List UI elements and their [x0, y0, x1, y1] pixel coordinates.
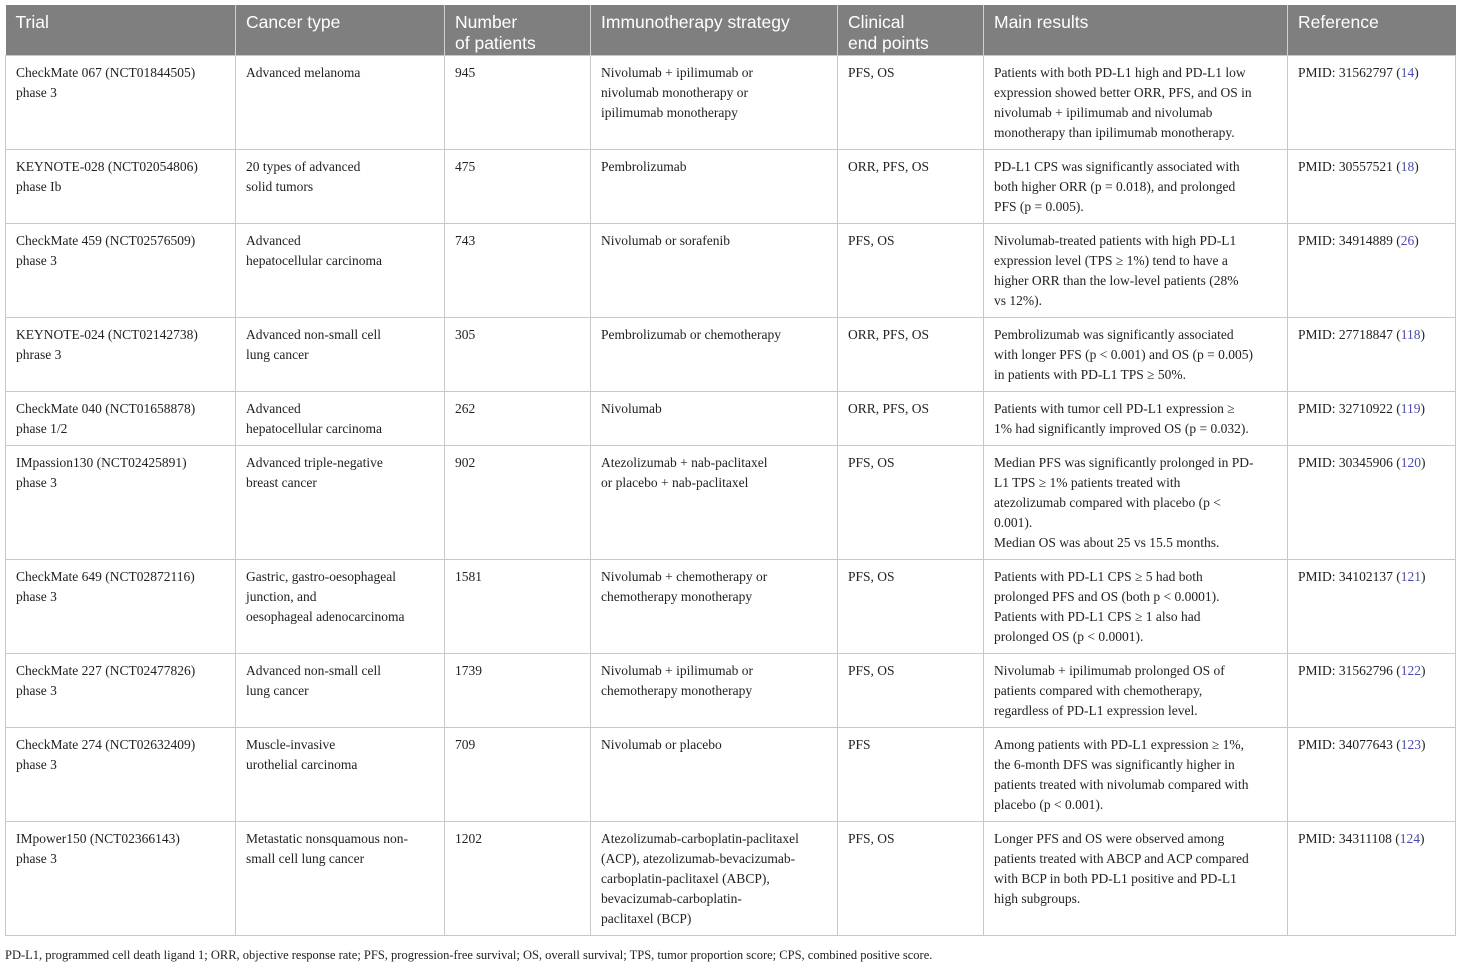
reference-close-paren: )	[1414, 158, 1419, 174]
reference-citation-link[interactable]: 120	[1400, 454, 1422, 470]
strategy-cell: Nivolumab + ipilimumab or chemotherapy monotherapy	[591, 653, 838, 727]
strategy-cell: Atezolizumab-carboplatin-paclitaxel (ACP), atezolizumab-bevacizumab- carboplatin-paclitaxel (ABCP), bevacizumab-carboplatin- paclitaxel (BCP)	[591, 821, 838, 935]
reference-close-paren: )	[1421, 662, 1426, 678]
table-row	[6, 317, 1456, 391]
patients-cell: 475	[445, 149, 591, 223]
reference-close-paren: )	[1421, 454, 1426, 470]
reference-cell	[1288, 391, 1456, 445]
trial-cell: IMpower150 (NCT02366143) phase 3	[6, 821, 236, 935]
strategy-cell: Pembrolizumab or chemotherapy	[591, 317, 838, 391]
end-points-cell: PFS, OS	[838, 653, 984, 727]
reference-pmid: PMID: 30345906 (	[1298, 454, 1401, 470]
table-row	[6, 821, 1456, 935]
col-header-clinical-end-points: Clinical end points	[838, 5, 984, 55]
patients-cell: 709	[445, 727, 591, 821]
reference-citation-link[interactable]: 123	[1400, 736, 1422, 752]
reference-pmid: PMID: 34077643 (	[1298, 736, 1401, 752]
cancer-type-cell: Advanced hepatocellular carcinoma	[236, 223, 445, 317]
main-results-cell: Nivolumab-treated patients with high PD-L1 expression level (TPS ≥ 1%) tend to have a higher ORR than the low-level patients (28% vs 12%).	[984, 223, 1288, 317]
main-results-cell: Longer PFS and OS were observed among patients treated with ABCP and ACP compared with BCP in both PD-L1 positive and PD-L1 high subgroups.	[984, 821, 1288, 935]
strategy-cell: Nivolumab or placebo	[591, 727, 838, 821]
trial-cell: CheckMate 459 (NCT02576509) phase 3	[6, 223, 236, 317]
cancer-type-cell: Gastric, gastro-oesophageal junction, and oesophageal adenocarcinoma	[236, 559, 445, 653]
reference-pmid: PMID: 31562797 (	[1298, 64, 1401, 80]
patients-cell: 1581	[445, 559, 591, 653]
end-points-cell: PFS, OS	[838, 559, 984, 653]
trial-cell: KEYNOTE-028 (NCT02054806) phase Ib	[6, 149, 236, 223]
strategy-cell: Nivolumab + ipilimumab or nivolumab monotherapy or ipilimumab monotherapy	[591, 55, 838, 149]
table-row	[6, 559, 1456, 653]
trial-cell: CheckMate 067 (NCT01844505) phase 3	[6, 55, 236, 149]
patients-cell: 1202	[445, 821, 591, 935]
reference-close-paren: )	[1421, 736, 1426, 752]
reference-citation-link[interactable]: 18	[1400, 158, 1415, 174]
reference-pmid: PMID: 34311108 (	[1298, 830, 1400, 846]
reference-citation-link[interactable]: 26	[1400, 232, 1415, 248]
reference-cell	[1288, 445, 1456, 559]
reference-citation-link[interactable]: 118	[1400, 326, 1421, 342]
col-header-number-of-patients: Number of patients	[445, 5, 591, 55]
main-results-cell: Patients with tumor cell PD-L1 expression ≥ 1% had significantly improved OS (p = 0.032).	[984, 391, 1288, 445]
patients-cell: 1739	[445, 653, 591, 727]
table-row	[6, 391, 1456, 445]
patients-cell: 743	[445, 223, 591, 317]
reference-pmid: PMID: 31562796 (	[1298, 662, 1401, 678]
patients-cell: 305	[445, 317, 591, 391]
main-results-cell: Patients with PD-L1 CPS ≥ 5 had both prolonged PFS and OS (both p < 0.0001). Patients with PD-L1 CPS ≥ 1 also had prolonged OS (p < 0.0001).	[984, 559, 1288, 653]
end-points-cell: ORR, PFS, OS	[838, 317, 984, 391]
reference-cell	[1288, 653, 1456, 727]
reference-close-paren: )	[1420, 830, 1425, 846]
trial-cell: IMpassion130 (NCT02425891) phase 3	[6, 445, 236, 559]
cancer-type-cell: Advanced non-small cell lung cancer	[236, 653, 445, 727]
trials-table-container	[5, 5, 1455, 936]
reference-citation-link[interactable]: 122	[1400, 662, 1422, 678]
reference-cell	[1288, 317, 1456, 391]
end-points-cell: ORR, PFS, OS	[838, 391, 984, 445]
trial-cell: CheckMate 227 (NCT02477826) phase 3	[6, 653, 236, 727]
reference-cell	[1288, 821, 1456, 935]
trials-table	[5, 5, 1456, 936]
end-points-cell: PFS, OS	[838, 223, 984, 317]
main-results-cell: Among patients with PD-L1 expression ≥ 1%, the 6-month DFS was significantly higher in patients treated with nivolumab compared with placebo (p < 0.001).	[984, 727, 1288, 821]
table-footnote: PD-L1, programmed cell death ligand 1; ORR, objective response rate; PFS, progression-free survival; OS, overall survival; TPS, tumor proportion score; CPS, combined positive score.	[5, 948, 933, 962]
table-row	[6, 653, 1456, 727]
strategy-cell: Nivolumab + chemotherapy or chemotherapy monotherapy	[591, 559, 838, 653]
end-points-cell: ORR, PFS, OS	[838, 149, 984, 223]
header-row	[6, 5, 1456, 55]
table-row	[6, 727, 1456, 821]
trial-cell: CheckMate 040 (NCT01658878) phase 1/2	[6, 391, 236, 445]
cancer-type-cell: Muscle-invasive urothelial carcinoma	[236, 727, 445, 821]
reference-citation-link[interactable]: 14	[1400, 64, 1415, 80]
col-header-immunotherapy-strategy: Immunotherapy strategy	[591, 5, 838, 55]
reference-close-paren: )	[1420, 400, 1426, 416]
cancer-type-cell: Advanced hepatocellular carcinoma	[236, 391, 445, 445]
table-row	[6, 149, 1456, 223]
reference-pmid: PMID: 34914889 (	[1298, 232, 1401, 248]
end-points-cell: PFS, OS	[838, 821, 984, 935]
cancer-type-cell: Advanced melanoma	[236, 55, 445, 149]
strategy-cell: Nivolumab	[591, 391, 838, 445]
reference-close-paren: )	[1421, 568, 1426, 584]
trial-cell: CheckMate 274 (NCT02632409) phase 3	[6, 727, 236, 821]
trial-cell: CheckMate 649 (NCT02872116) phase 3	[6, 559, 236, 653]
patients-cell: 262	[445, 391, 591, 445]
reference-close-paren: )	[1420, 326, 1426, 342]
reference-citation-link[interactable]: 121	[1400, 568, 1422, 584]
patients-cell: 902	[445, 445, 591, 559]
table-row	[6, 55, 1456, 149]
end-points-cell: PFS, OS	[838, 445, 984, 559]
cancer-type-cell: Advanced triple-negative breast cancer	[236, 445, 445, 559]
patients-cell: 945	[445, 55, 591, 149]
reference-cell	[1288, 223, 1456, 317]
reference-pmid: PMID: 32710922 (	[1298, 400, 1401, 416]
reference-pmid: PMID: 34102137 (	[1298, 568, 1401, 584]
cancer-type-cell: 20 types of advanced solid tumors	[236, 149, 445, 223]
reference-close-paren: )	[1414, 232, 1419, 248]
main-results-cell: Median PFS was significantly prolonged in PD- L1 TPS ≥ 1% patients treated with atezolizumab compared with placebo (p < 0.001). Median OS was about 25 vs 15.5 months.	[984, 445, 1288, 559]
reference-cell	[1288, 55, 1456, 149]
main-results-cell: Pembrolizumab was significantly associated with longer PFS (p < 0.001) and OS (p = 0.005) in patients with PD-L1 TPS ≥ 50%.	[984, 317, 1288, 391]
reference-close-paren: )	[1414, 64, 1419, 80]
main-results-cell: PD-L1 CPS was significantly associated with both higher ORR (p = 0.018), and prolonged PFS (p = 0.005).	[984, 149, 1288, 223]
col-header-cancer-type: Cancer type	[236, 5, 445, 55]
strategy-cell: Pembrolizumab	[591, 149, 838, 223]
main-results-cell: Nivolumab + ipilimumab prolonged OS of patients compared with chemotherapy, regardless of PD-L1 expression level.	[984, 653, 1288, 727]
strategy-cell: Nivolumab or sorafenib	[591, 223, 838, 317]
table-row	[6, 223, 1456, 317]
col-header-reference: Reference	[1288, 5, 1456, 55]
reference-pmid: PMID: 30557521 (	[1298, 158, 1401, 174]
reference-pmid: PMID: 27718847 (	[1298, 326, 1401, 342]
cancer-type-cell: Metastatic nonsquamous non- small cell lung cancer	[236, 821, 445, 935]
col-header-main-results: Main results	[984, 5, 1288, 55]
cancer-type-cell: Advanced non-small cell lung cancer	[236, 317, 445, 391]
col-header-trial: Trial	[6, 5, 236, 55]
reference-citation-link[interactable]: 119	[1400, 400, 1421, 416]
strategy-cell: Atezolizumab + nab-paclitaxel or placebo + nab-paclitaxel	[591, 445, 838, 559]
table-row	[6, 445, 1456, 559]
main-results-cell: Patients with both PD-L1 high and PD-L1 low expression showed better ORR, PFS, and OS in nivolumab + ipilimumab and nivolumab monotherapy than ipilimumab monotherapy.	[984, 55, 1288, 149]
reference-cell	[1288, 149, 1456, 223]
end-points-cell: PFS, OS	[838, 55, 984, 149]
end-points-cell: PFS	[838, 727, 984, 821]
trial-cell: KEYNOTE-024 (NCT02142738) phrase 3	[6, 317, 236, 391]
reference-cell	[1288, 559, 1456, 653]
reference-citation-link[interactable]: 124	[1399, 830, 1421, 846]
reference-cell	[1288, 727, 1456, 821]
